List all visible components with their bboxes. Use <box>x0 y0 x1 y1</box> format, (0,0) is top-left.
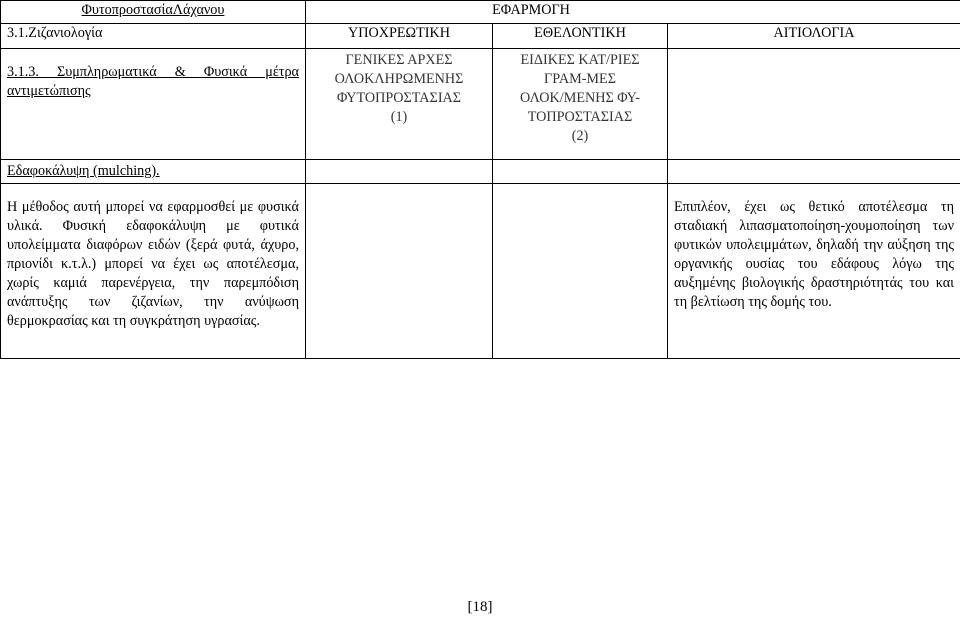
optional-cell <box>493 24 668 49</box>
empty-reasoning-cell <box>668 49 960 160</box>
topic-cell <box>1 160 306 184</box>
topic-row <box>1 160 960 184</box>
header-row <box>1 1 960 24</box>
general-principles-line: (1) <box>390 109 408 125</box>
special-guidelines-line: ΟΛΟΚ/ΜΕΝΗΣ ΦΥ- <box>520 90 640 106</box>
general-principles-cell <box>306 49 493 160</box>
empty-cell <box>306 184 493 359</box>
crop-title: ΦυτοπροστασίαΛάχανου <box>81 2 225 18</box>
empty-cell <box>493 160 668 184</box>
subsection-row <box>1 49 960 160</box>
category-row <box>1 24 960 49</box>
special-guidelines-line: ΤΟΠΡΟΣΤΑΣΙΑΣ <box>527 109 633 125</box>
method-cell <box>1 184 306 359</box>
general-principles-line: ΟΛΟΚΛΗΡΩΜΕΝΗΣ <box>334 71 464 87</box>
special-guidelines-line: ΕΙΔΙΚΕΣ ΚΑΤ/ΡΙΕΣ <box>520 52 640 68</box>
special-guidelines-line: (2) <box>571 128 589 144</box>
application-header: ΕΦΑΡΜΟΓΗ <box>492 2 570 18</box>
application-header-cell <box>306 1 960 24</box>
empty-cell <box>306 160 493 184</box>
subsection-title: 3.1.3. Συμπληρωματικά & Φυσικά μέτρα αντιμετώπισης <box>7 64 299 99</box>
subsection-cell <box>1 49 306 160</box>
justification-cell <box>668 184 960 359</box>
topic-title: Εδαφοκάλυψη (mulching). <box>7 163 160 179</box>
method-text: Η μέθοδος αυτή μπορεί να εφαρμοσθεί με φυσικά υλικά. Φυσική εδαφοκάλυψη με φυτικά υπολείμματα διαφόρων ειδών (ξερά φυτά, άχυρο, πριονίδι κ.τ.λ.) μπορεί να έχει ως αποτέλεσμα, χωρίς καμιά παρενέργεια, την παρεμπόδιση ανάπτυξης των ζιζανίων, την ανύψωση θερμοκρασίας και τη συγκράτηση υγρασίας. <box>7 199 299 329</box>
crop-title-cell <box>1 1 306 24</box>
empty-cell <box>668 160 960 184</box>
section-title: 3.1.Ζιζανιολογία <box>7 25 103 41</box>
special-guidelines-line: ΓΡΑΜ-ΜΕΣ <box>544 71 616 87</box>
section-cell <box>1 24 306 49</box>
justification-text: Επιπλέον, έχει ως θετικό αποτέλεσμα τη σταδιακή λιπασματοποίηση-χουμοποίηση των φυτικών υπολειμμάτων, δηλαδή την αύξηση της οργανικής ουσίας του εδάφους λόγω της αυξημένης βιολογικής δραστηριότητάς του και τη βελτίωση της δομής του. <box>674 199 955 310</box>
special-guidelines-cell <box>493 49 668 160</box>
reasoning-cell <box>668 24 960 49</box>
body-row <box>1 184 960 359</box>
page-number: [18] <box>467 599 493 615</box>
general-principles-line: ΓΕΝΙΚΕΣ ΑΡΧΕΣ <box>345 52 453 68</box>
general-principles-line: ΦΥΤΟΠΡΟΣΤΑΣΙΑΣ <box>336 90 462 106</box>
mandatory-header: ΥΠΟΧΡΕΩΤΙΚΗ <box>348 25 450 41</box>
mandatory-cell <box>306 24 493 49</box>
optional-header: ΕΘΕΛΟΝΤΙΚΗ <box>534 25 626 41</box>
reasoning-header: ΑΙΤΙΟΛΟΓΙΑ <box>773 25 855 41</box>
empty-cell <box>493 184 668 359</box>
